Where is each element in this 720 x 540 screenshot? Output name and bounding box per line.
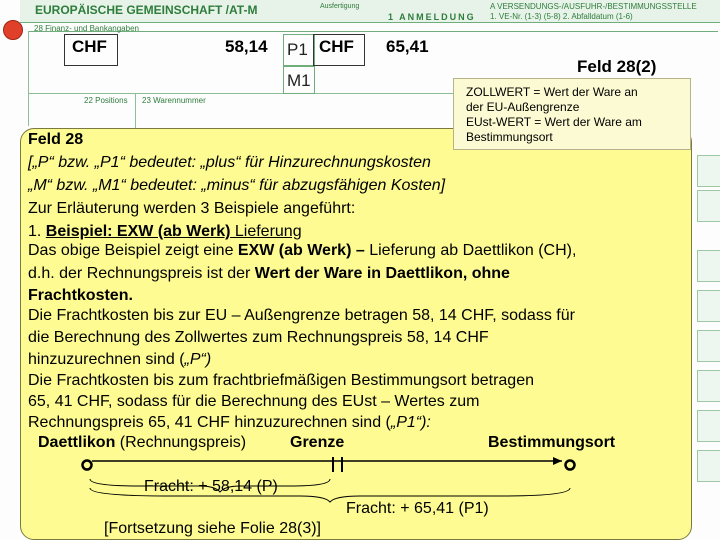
text-line-5-b: EXW (ab Werk) – <box>237 242 365 259</box>
text-line-3: Zur Erläuterung werden 3 Beispiele angeführt: <box>28 200 356 217</box>
amount-58-14: 58,14 <box>225 37 268 56</box>
text-line-8: Die Frachtkosten bis zur EU – Außengrenze betragen 58, 14 CHF, sodass für <box>28 307 575 324</box>
text-line-5-a: Das obige Beispiel zeigt eine <box>28 242 238 259</box>
form-header-title: EUROPÄISCHE GEMEINSCHAFT /AT-M <box>35 3 258 17</box>
form-row-label: 28 Finanz- und Bankangaben <box>34 24 139 33</box>
form-header <box>20 0 720 23</box>
form-header-right-line2: 1. VE-Nr. (1-3) (5-8) 2. Abfalldatum (1-6) <box>490 12 633 21</box>
text-line-13-b: „P1“): <box>390 414 431 431</box>
note-line-4: Bestimmungsort <box>466 130 553 144</box>
route-border-label: Grenze <box>290 434 345 451</box>
form-header-right-line1: A VERSENDUNGS-/AUSFUHR-/BESTIMMUNGSSTELLE <box>490 2 697 11</box>
note-line-1: ZOLLWERT = Wert der Ware an <box>466 85 638 99</box>
currency-chf-1: CHF <box>72 37 107 56</box>
panel-heading: Feld 28 <box>28 131 84 148</box>
text-line-5 <box>28 241 576 261</box>
freight-p1-label: Fracht: + 65,41 (P1) <box>346 500 489 517</box>
text-line-6-a: d.h. der Rechnungspreis ist der <box>28 265 255 282</box>
text-line-4 <box>28 222 302 242</box>
text-line-2 <box>28 176 445 196</box>
text-line-12: 65, 41 CHF, sodass für die Berechnung des EUst – Wertes zum <box>28 393 480 410</box>
text-line-5-c: Lieferung ab Daettlikon (CH), <box>364 242 577 259</box>
route-daettlikon: Daettlikon <box>38 434 116 451</box>
text-line-1-content: [„P“ bzw. „P1“ bedeutet: „plus“ für Hinzurechnungskosten <box>28 154 431 171</box>
text-line-4-c: Lieferung <box>230 223 302 240</box>
note-line-3: EUst-WERT = Wert der Ware am <box>466 115 642 129</box>
route-destination-label: Bestimmungsort <box>488 434 616 451</box>
text-line-9: die Berechnung des Zollwertes zum Rechnungspreis 58, 14 CHF <box>28 329 489 346</box>
currency-chf-2: CHF <box>319 37 354 56</box>
text-line-6-b: Wert der Ware in Daettlikon, ohne <box>254 265 510 282</box>
grid-line <box>28 31 29 126</box>
form-row2-left: 22 Positions <box>84 96 128 105</box>
slide-title: Feld 28(2) <box>577 57 657 76</box>
text-line-7: Frachtkosten. <box>28 287 133 304</box>
text-line-6 <box>28 264 510 284</box>
form-header-small: Ausfertigung <box>320 3 360 10</box>
red-marker-dot <box>3 20 23 40</box>
amount-65-41: 65,41 <box>386 37 429 56</box>
text-line-13-a: Rechnungspreis 65, 41 CHF hinzuzurechnen sind ( <box>28 414 391 431</box>
grid-line <box>28 93 453 94</box>
text-line-4-b: Beispiel: EXW (ab Werk) <box>45 223 231 240</box>
text-line-10-a: hinzuzurechnen sind ( <box>28 351 185 368</box>
note-line-2: der EU-Außengrenze <box>466 100 580 114</box>
label-m1: M1 <box>287 71 311 90</box>
grid-line <box>135 93 136 128</box>
text-line-10 <box>28 350 211 370</box>
route-rechnungspreis: (Rechnungspreis) <box>115 434 247 451</box>
definition-note <box>453 78 691 150</box>
text-line-10-b: „P“) <box>184 351 212 368</box>
form-header-anmeldung: 1 ANMELDUNG <box>388 12 476 22</box>
form-row2-right: 23 Warennummer <box>142 96 206 105</box>
route-origin-label <box>38 434 246 452</box>
freight-p-label: Fracht: + 58,14 (P) <box>144 478 278 495</box>
text-line-11: Die Frachtkosten bis zum frachtbriefmäßigen Bestimmungsort betragen <box>28 372 534 389</box>
text-line-4-a: 1. <box>28 223 46 240</box>
text-line-2-content: „M“ bzw. „M1“ bedeutet: „minus“ für abzugsfähigen Kosten] <box>28 177 446 194</box>
text-line-1 <box>28 153 431 173</box>
continuation-note: [Fortsetzung siehe Folie 28(3)] <box>104 520 321 537</box>
text-line-13 <box>28 413 431 433</box>
label-p1: P1 <box>287 40 308 59</box>
form-header-right <box>490 2 697 22</box>
